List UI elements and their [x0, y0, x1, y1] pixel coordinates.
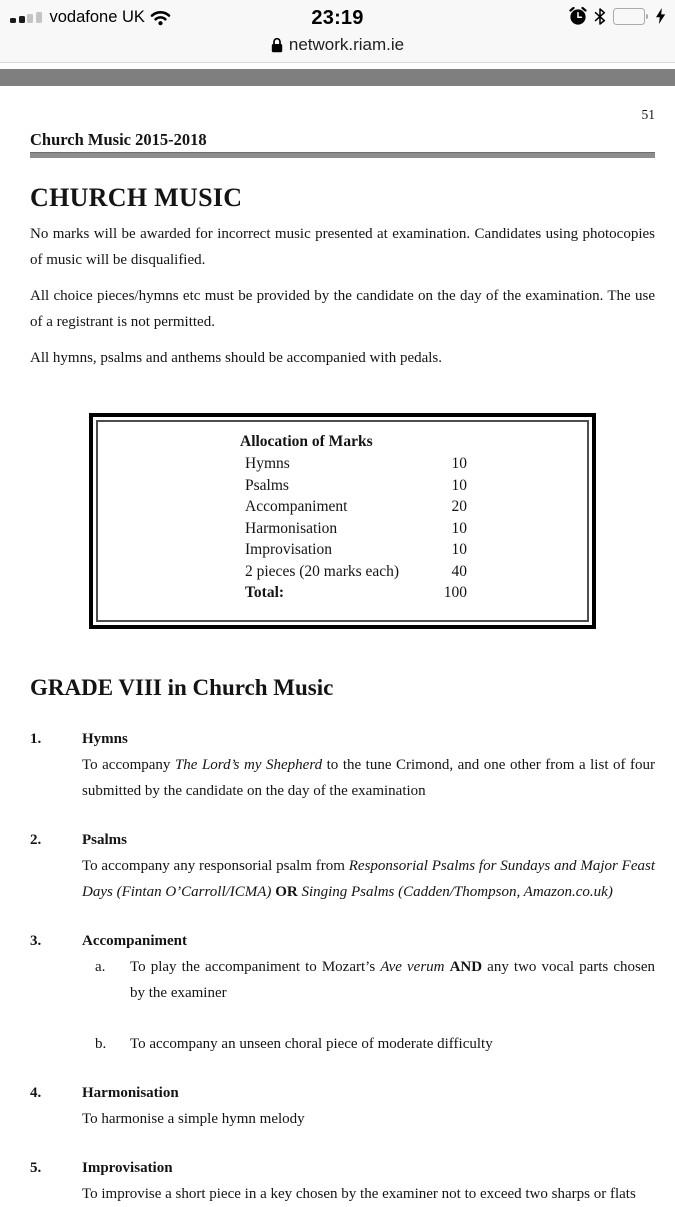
item-heading: Hymns — [82, 730, 128, 747]
item-number: 1. — [30, 730, 42, 747]
item-heading: Improvisation — [82, 1159, 173, 1176]
marks-value: 10 — [451, 519, 467, 537]
item-body: To improvise a short piece in a key chosen by the examiner not to exceed two sharps or flats — [82, 1185, 636, 1202]
list-item-harmonisation — [30, 1080, 655, 1132]
table-row — [245, 453, 587, 475]
alarm-clock-icon — [569, 7, 587, 25]
paragraph: No marks will be awarded for incorrect music presented at examination. Candidates using photocopies of music will be disqualified. — [30, 226, 655, 268]
paragraph: All hymns, psalms and anthems should be accompanied with pedals. — [30, 350, 443, 366]
marks-label: 2 pieces (20 marks each) — [245, 562, 400, 580]
bluetooth-icon — [594, 8, 606, 25]
item-body: To accompany The Lord’s my Shepherd to the tune Crimond, and one other from a list of four submitted by the candidate on the day of the examination — [82, 756, 656, 799]
marks-value: 20 — [451, 498, 467, 515]
charging-bolt-icon — [655, 8, 666, 24]
marks-label: Psalms — [245, 476, 289, 494]
item-number: 2. — [30, 831, 42, 848]
document-title: CHURCH MUSIC — [30, 183, 243, 212]
marks-label: Improvisation — [245, 541, 332, 558]
table-row — [245, 561, 587, 583]
table-row — [245, 496, 587, 518]
marks-table-title: Allocation of Marks — [240, 433, 373, 450]
marks-label: Hymns — [245, 455, 290, 472]
sub-item-body: To accompany an unseen choral piece of moderate difficulty — [130, 1035, 493, 1052]
item-heading: Harmonisation — [82, 1084, 179, 1101]
list-item-psalms — [30, 827, 655, 905]
address-bar[interactable] — [0, 35, 675, 55]
marks-label: Harmonisation — [245, 519, 338, 537]
status-right-cluster — [569, 7, 666, 25]
battery-icon — [613, 8, 648, 25]
item-body: To accompany any responsorial psalm from Responsorial Psalms for Sundays and Major Feast Days (Fintan O’Carroll/ICMA) OR Singing Psalms (Cadden/Thompson, Amazon.co.uk) — [82, 857, 655, 900]
item-number: 5. — [30, 1159, 42, 1176]
status-bar — [0, 0, 675, 63]
page-top-divider — [0, 69, 675, 86]
list-item-improvisation — [30, 1155, 655, 1207]
table-row-total — [245, 582, 587, 604]
running-header: Church Music 2015-2018 — [30, 130, 207, 149]
marks-value: 40 — [451, 562, 467, 580]
table-row — [245, 539, 587, 561]
clock-time: 23:19 — [311, 7, 364, 29]
paragraph: All choice pieces/hymns etc must be provided by the candidate on the day of the examination. The use of a registrant is not permitted. — [30, 288, 655, 330]
item-number: 4. — [30, 1084, 42, 1101]
carrier-label: vodafone UK — [49, 8, 145, 26]
marks-value: 100 — [443, 584, 467, 601]
item-body: To harmonise a simple hymn melody — [82, 1110, 305, 1127]
sub-item-letter: a. — [95, 958, 106, 975]
item-heading: Accompaniment — [82, 932, 187, 949]
header-rule — [30, 152, 655, 158]
item-number: 3. — [30, 932, 42, 949]
lock-icon — [271, 37, 283, 53]
table-row — [245, 518, 587, 540]
marks-value: 10 — [451, 476, 467, 494]
sub-item-letter: b. — [95, 1035, 107, 1052]
sub-item-a — [95, 954, 655, 1006]
sub-item-body: To play the accompaniment to Mozart’s Ave verum AND any two vocal parts chosen by the examiner — [130, 958, 656, 1001]
item-heading: Psalms — [82, 831, 127, 848]
page-number: 51 — [641, 107, 655, 122]
sub-item-b — [95, 1031, 655, 1057]
allocation-of-marks-table — [89, 413, 596, 629]
marks-value: 10 — [451, 541, 467, 558]
url-text: network.riam.ie — [288, 35, 405, 54]
marks-label: Total: — [245, 584, 285, 601]
list-item-accompaniment — [30, 928, 655, 1057]
marks-label: Accompaniment — [245, 498, 348, 515]
table-row — [245, 475, 587, 497]
marks-value: 10 — [451, 455, 467, 472]
list-item-hymns — [30, 726, 655, 804]
pdf-document — [0, 86, 675, 1207]
section-title: GRADE VIII in Church Music — [30, 674, 334, 700]
